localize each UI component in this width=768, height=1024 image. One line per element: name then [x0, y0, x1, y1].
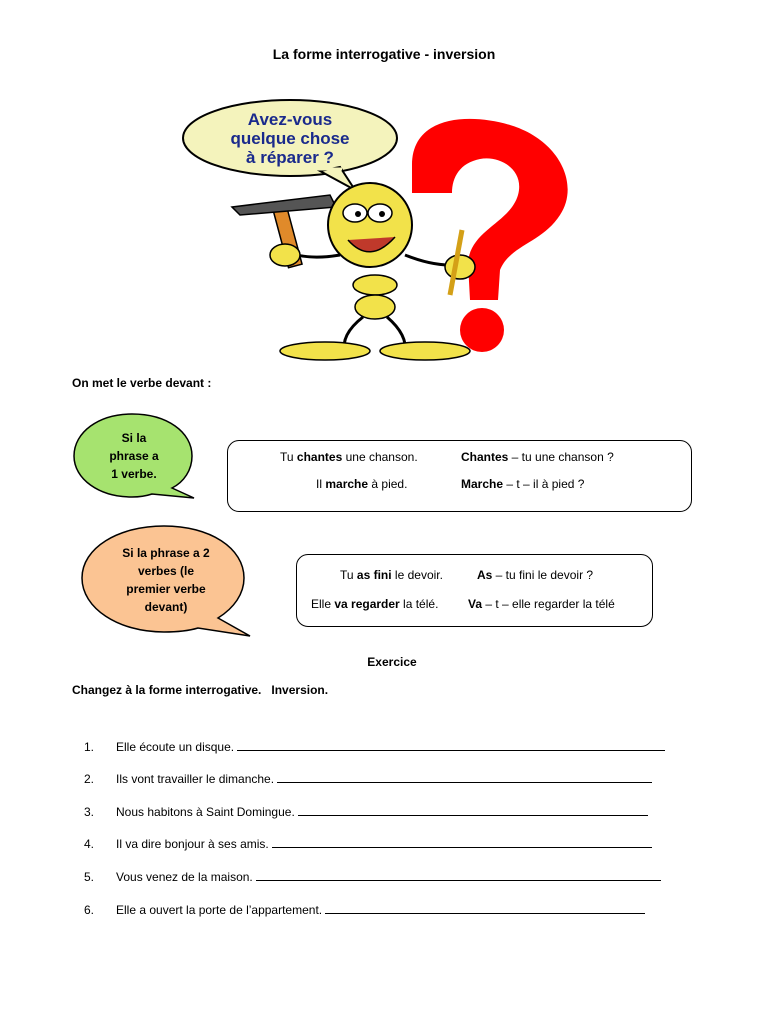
list-item: 4. Il va dire bonjour à ses amis. [84, 837, 652, 851]
rule-2-examples-box [296, 554, 653, 627]
exercise-sentence: Ils vont travailler le dimanche. [116, 772, 275, 786]
exercise-sentence: Elle écoute un disque. [116, 740, 235, 754]
example-inversion: Marche – t – il à pied ? [461, 477, 585, 491]
rule-1-bubble-line: Si la [121, 431, 147, 445]
speech-line-1: Avez-vous [247, 110, 333, 129]
exercise-instruction: Changez à la forme interrogative. Inversion. [72, 683, 329, 697]
answer-blank[interactable] [237, 741, 665, 751]
speech-bubble [183, 100, 397, 190]
speech-line-3: à réparer ? [246, 148, 334, 167]
rule-2-bubble-line: premier verbe [126, 582, 206, 596]
exercise-sentence: Vous venez de la maison. [116, 870, 253, 884]
example-inversion: Va – t – elle regarder la télé [468, 597, 615, 611]
exercise-sentence: Elle a ouvert la porte de l’appartement. [116, 903, 323, 917]
exercise-sentence: Nous habitons à Saint Domingue. [116, 805, 295, 819]
answer-blank[interactable] [325, 904, 645, 914]
example-sentence: Tu chantes une chanson. [280, 450, 418, 464]
rule-2-bubble [96, 540, 236, 620]
list-item: 1. Elle écoute un disque. [84, 740, 665, 754]
answer-blank[interactable] [272, 838, 652, 848]
intro-heading: On met le verbe devant : [72, 376, 212, 390]
list-item: 2. Ils vont travailler le dimanche. [84, 772, 652, 786]
rule-1-bubble-line: 1 verbe. [111, 467, 157, 481]
example-inversion: Chantes – tu une chanson ? [461, 450, 614, 464]
rule-2-bubble-line: verbes (le [137, 564, 195, 578]
rule-1-bubble [84, 428, 184, 484]
answer-blank[interactable] [277, 773, 652, 783]
rule-2-bubble-line: devant) [144, 600, 188, 614]
example-sentence: Tu as fini le devoir. [340, 568, 443, 582]
page-title: La forme interrogative - inversion [272, 46, 496, 62]
answer-blank[interactable] [298, 806, 648, 816]
speech-line-2: quelque chose [230, 129, 350, 148]
exercise-sentence: Il va dire bonjour à ses amis. [116, 837, 269, 851]
example-inversion: As – tu fini le devoir ? [477, 568, 594, 582]
rule-2-bubble-line: Si la phrase a 2 [122, 546, 210, 560]
answer-blank[interactable] [256, 871, 661, 881]
cartoon-illustration [180, 95, 610, 365]
rule-1-examples-box [227, 440, 692, 512]
list-item: 3. Nous habitons à Saint Domingue. [84, 805, 648, 819]
example-sentence: Elle va regarder la télé. [311, 597, 439, 611]
list-item: 6. Elle a ouvert la porte de l’appartement. [84, 903, 645, 917]
rule-1-bubble-line: phrase a [109, 449, 159, 463]
example-sentence: Il marche à pied. [316, 477, 408, 491]
question-mark-icon [412, 119, 568, 352]
list-item: 5. Vous venez de la maison. [84, 870, 661, 884]
exercise-heading: Exercice [367, 655, 417, 669]
